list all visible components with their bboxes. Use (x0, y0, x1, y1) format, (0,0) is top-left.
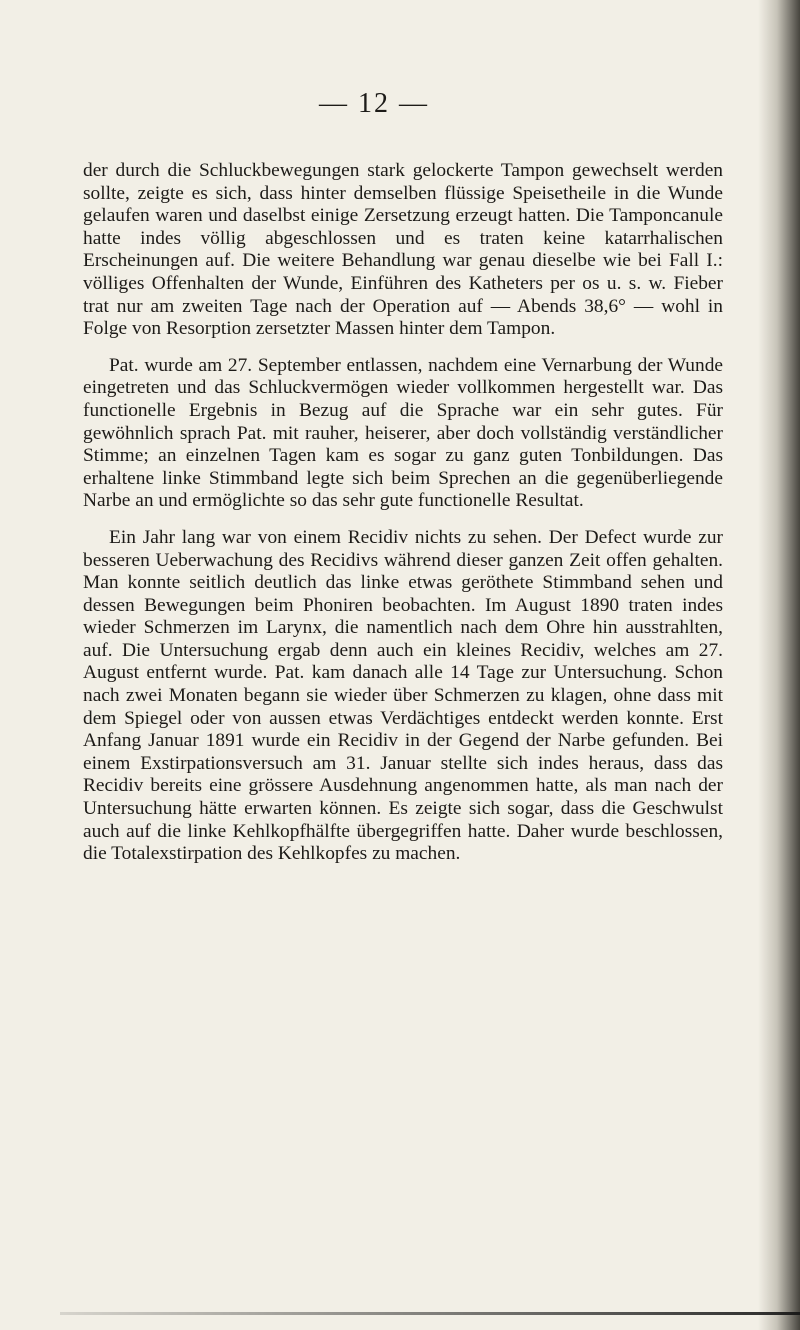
page-number: — 12 — (319, 88, 429, 119)
paragraph-2: Pat. wurde am 27. September entlassen, nachdem eine Vernarbung der Wunde eingetreten und das Schluckvermögen wieder vollkommen hergestellt war. Das functionelle Ergebnis in Bezug auf die Sprache war ein sehr gutes. Für gewöhnlich sprach Pat. mit rauher, heiserer, aber doch vollständig verständlicher Stimme; an einzelnen Tagen kam es sogar zu ganz guten Tonbildungen. Das erhaltene linke Stimmband legte sich beim Sprechen an die gegenüberliegende Narbe an und ermöglichte so das sehr gute functionelle Resultat. (83, 354, 723, 512)
bottom-scan-edge (60, 1312, 800, 1315)
paragraph-1: der durch die Schluckbewegungen stark gelockerte Tampon gewechselt werden sollte, zeigte es sich, dass hinter demselben flüssige Speisetheile in die Wunde gelaufen waren und daselbst einige Zersetzung erzeugt hatten. Die Tamponcanule hatte indes völlig abgeschlossen und es traten keine katarrhalischen Erscheinungen auf. Die weitere Behandlung war genau dieselbe wie bei Fall I.: völliges Offenhalten der Wunde, Einführen des Katheters per os u. s. w. Fieber trat nur am zweiten Tage nach der Operation auf — Abends 38,6° — wohl in Folge von Resorption zersetzter Massen hinter dem Tampon. (83, 160, 723, 340)
page-edge-shadow (758, 0, 800, 1330)
paragraph-3: Ein Jahr lang war von einem Recidiv nichts zu sehen. Der Defect wurde zur besseren Ueberwachung des Recidivs während dieser ganzen Zeit offen gehalten. Man konnte seitlich deutlich das linke etwas geröthete Stimmband sehen und dessen Bewegungen beim Phoniren beobachten. Im August 1890 traten indes wieder Schmerzen im Larynx, die namentlich nach dem Ohre hin ausstrahlten, auf. Die Untersuchung ergab denn auch ein kleines Recidiv, welches am 27. August entfernt wurde. Pat. kam danach alle 14 Tage zur Untersuchung. Schon nach zwei Monaten begann sie wieder über Schmerzen zu klagen, ohne dass mit dem Spiegel oder von aussen etwas Verdächtiges entdeckt werden konnte. Erst Anfang Januar 1891 wurde ein Recidiv in der Gegend der Narbe gefunden. Bei einem Exstirpationsversuch am 31. Januar stellte sich indes heraus, dass das Recidiv bereits eine grössere Ausdehnung angenommen hatte, als man nach der Untersuchung hätte erwarten können. Es zeigte sich sogar, dass die Geschwulst auch auf die linke Kehlkopfhälfte übergegriffen hatte. Daher wurde beschlossen, die Totalexstirpation des Kehlkopfes zu machen. (83, 526, 723, 865)
body-text (83, 160, 723, 866)
